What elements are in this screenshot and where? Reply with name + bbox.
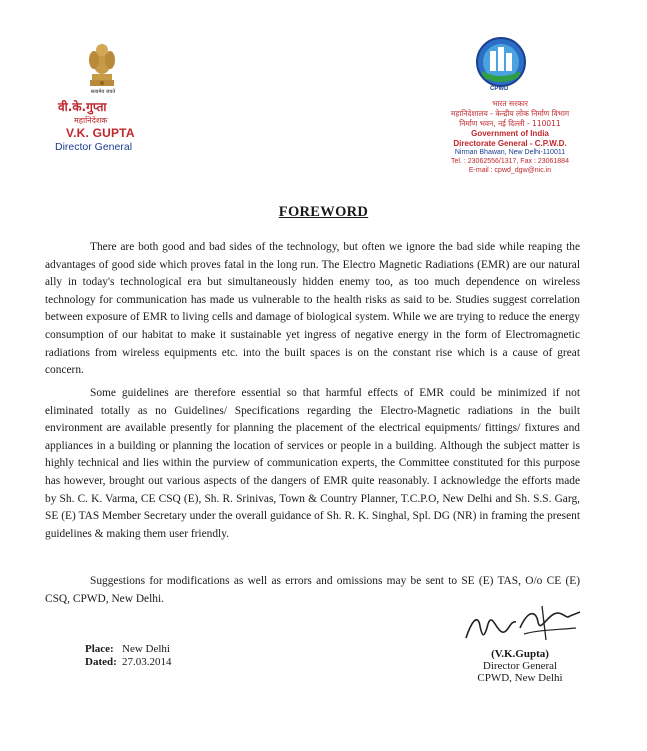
place-value: New Delhi xyxy=(122,643,170,655)
nirman-bhawan-hindi: निर्माण भवन, नई दिल्ली - 110011 xyxy=(459,119,561,128)
signatory-title: Director General xyxy=(482,660,558,672)
officer-name: V.K. GUPTA xyxy=(66,126,135,140)
paragraph-1: There are both good and bad sides of the technology, but often we ignore the bad side while reaping the advantages of good side which proves fatal in the long run. The Electro Magnetic Radiations (EMR) are our natural ally in today's technological era but simultaneously hidden enemy too, as too much dependence on wireless technology for communication has made us vulnerable to the health risks as said to be. Studies suggest correlation between exposure of EMR to living cells and damage of biological system. While we are trying to reduce the energy consumption of our habitat to make it sustainable yet ingress of negative energy in the form of Electromagnetic radiations from wireless equipments etc. into the built spaces is on the constant rise which is a cause of great concern. xyxy=(45,241,580,377)
directorate-english: Directorate General - C.P.W.D. xyxy=(453,139,567,148)
directorate-hindi: महानिदेशालय - केन्द्रीय लोक निर्माण विभाग xyxy=(450,109,570,118)
paragraph-2: Some guidelines are therefore essential so that harmful effects of EMR could be minimized if not eliminated totally as no Guidelines/ Specifications regarding the Electro-Magnetic radiations in the built environment are available presently for planning the placement of the electrical equipments/ fittings/ fixtures and appliances in a building or planning the location of services or people in a building. Although the subject matter is highly technical and lies within the purview of communication experts, the Committee constituted for this purpose has however, brought out various aspects of the dangers of EMR quite reasonably. I acknowledge the efforts made by Sh. C. K. Varma, CE CSQ (E), Sh. R. Srinivas, Town & Country Planner, T.C.P.O, New Delhi and Sh. S.S. Garg, SE (E) TAS Member Secretary under the overall guidance of Sh. R. K. Singhal, Spl. DG (NR) in framing the present guidelines & making them user friendly. xyxy=(45,387,580,540)
paragraph-3: Suggestions for modifications as well as errors and omissions may be sent to SE (E) TAS, O/o CE (E) CSQ, CPWD, New Delhi. xyxy=(45,575,580,605)
emblem-caption: सत्यमेव जयते xyxy=(90,89,116,95)
signature-icon xyxy=(458,600,588,650)
hindi-name: वी.के.गुप्ता xyxy=(58,100,107,114)
address: Nirman Bhawan, New Delhi-110011 xyxy=(454,149,566,156)
dated-label: Dated: xyxy=(85,656,117,668)
signatory-org: CPWD, New Delhi xyxy=(477,672,563,684)
telephone: Tel. : 23062556/1317, Fax : 23061884 xyxy=(451,158,569,165)
officer-title: Director General xyxy=(55,141,133,153)
logo-text: CPWD xyxy=(490,86,509,92)
page-title: FOREWORD xyxy=(278,204,369,220)
dated-value: 27.03.2014 xyxy=(122,656,172,668)
hindi-title: महानिदेशक xyxy=(74,116,108,125)
national-emblem-icon xyxy=(82,40,122,90)
place-label: Place: xyxy=(85,643,114,655)
email: E-mail : cpwd_dgw@nic.in xyxy=(468,167,552,174)
gov-hindi: भारत सरकार xyxy=(492,99,528,108)
gov-english: Government of India xyxy=(471,129,549,138)
signatory-name: (V.K.Gupta) xyxy=(491,648,549,660)
